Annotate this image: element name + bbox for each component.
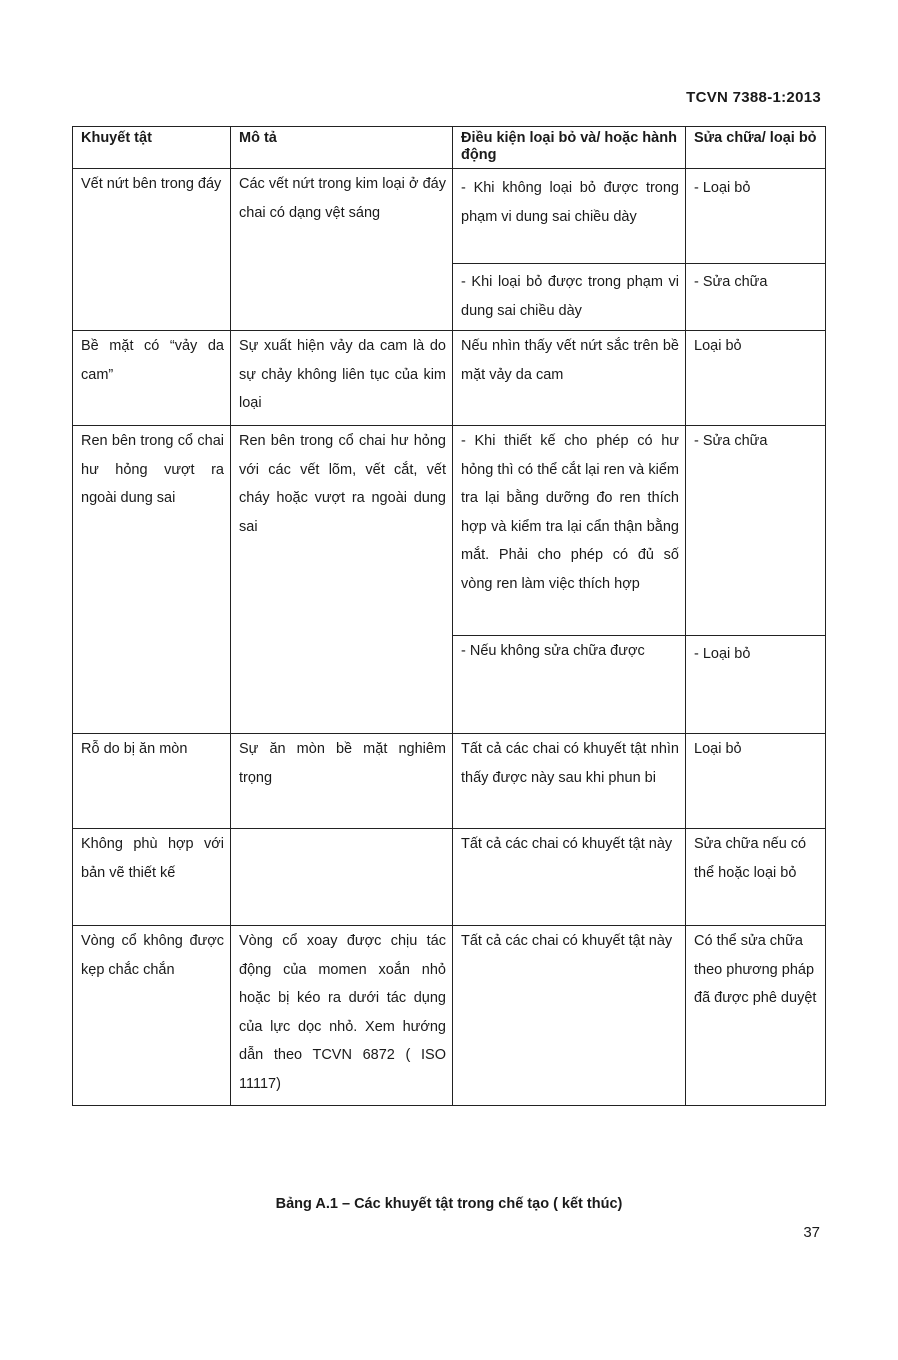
condition-cell: - Khi loại bỏ được trong phạm vi dung sai chiều dày [453,264,686,331]
standard-code: TCVN 7388-1:2013 [686,89,821,106]
condition-cell: Nếu nhìn thấy vết nứt sắc trên bề mặt vảy da cam [453,331,686,426]
action-cell: - Sửa chữa [686,264,826,331]
defect-cell: Không phù hợp với bản vẽ thiết kế [73,829,231,926]
action-cell: - Loại bỏ [686,169,826,264]
action-cell: Sửa chữa nếu có thể hoặc loại bỏ [686,829,826,926]
column-header-conditions: Điều kiện loại bỏ và/ hoặc hành động [453,127,686,169]
column-header-action: Sửa chữa/ loại bỏ [686,127,826,169]
defect-cell: Bề mặt có “vảy da cam” [73,331,231,426]
condition-cell: - Khi không loại bỏ được trong phạm vi dung sai chiều dày [453,169,686,264]
column-header-defect: Khuyết tật [73,127,231,169]
defect-cell: Vết nứt bên trong đáy [73,169,231,331]
defect-cell: Vòng cổ không được kẹp chắc chắn [73,926,231,1106]
table-header-row [73,127,826,169]
action-cell: Có thể sửa chữa theo phương pháp đã được phê duyệt [686,926,826,1106]
condition-cell: - Khi thiết kế cho phép có hư hỏng thì có thể cắt lại ren và kiểm tra lại bằng dưỡng đo ren thích hợp và kiểm tra lại cẩn thận bằng mắt. Phải cho phép có đủ số vòng ren làm việc thích hợp [453,426,686,636]
condition-cell: Tất cả các chai có khuyết tật này [453,829,686,926]
description-cell: Sự ăn mòn bề mặt nghiêm trọng [231,734,453,829]
description-cell: Các vết nứt trong kim loại ở đáy chai có dạng vệt sáng [231,169,453,331]
page-number: 37 [803,1224,820,1241]
table-row [73,829,826,926]
condition-cell: Tất cả các chai có khuyết tật này [453,926,686,1106]
action-cell: Loại bỏ [686,734,826,829]
condition-cell: - Nếu không sửa chữa được [453,636,686,734]
condition-cell: Tất cả các chai có khuyết tật nhìn thấy được này sau khi phun bi [453,734,686,829]
defect-cell: Ren bên trong cổ chai hư hỏng vượt ra ngoài dung sai [73,426,231,734]
description-cell: Ren bên trong cổ chai hư hỏng với các vết lõm, vết cắt, vết cháy hoặc vượt ra ngoài dung sai [231,426,453,734]
action-cell: - Loại bỏ [686,636,826,734]
description-cell: Sự xuất hiện vảy da cam là do sự chảy không liên tục của kim loại [231,331,453,426]
description-cell [231,829,453,926]
table-row [73,426,826,636]
table-row [73,734,826,829]
action-cell: - Sửa chữa [686,426,826,636]
table-row [73,331,826,426]
defect-table [72,126,826,1106]
description-cell: Vòng cổ xoay được chịu tác động của momen xoắn nhỏ hoặc bị kéo ra dưới tác dụng của lực dọc nhỏ. Xem hướng dẫn theo TCVN 6872 ( ISO 11117) [231,926,453,1106]
column-header-description: Mô tả [231,127,453,169]
table-caption: Bảng A.1 – Các khuyết tật trong chế tạo ( kết thúc) [275,1196,623,1212]
table-row [73,926,826,1106]
defect-cell: Rỗ do bị ăn mòn [73,734,231,829]
table-row [73,169,826,264]
action-cell: Loại bỏ [686,331,826,426]
